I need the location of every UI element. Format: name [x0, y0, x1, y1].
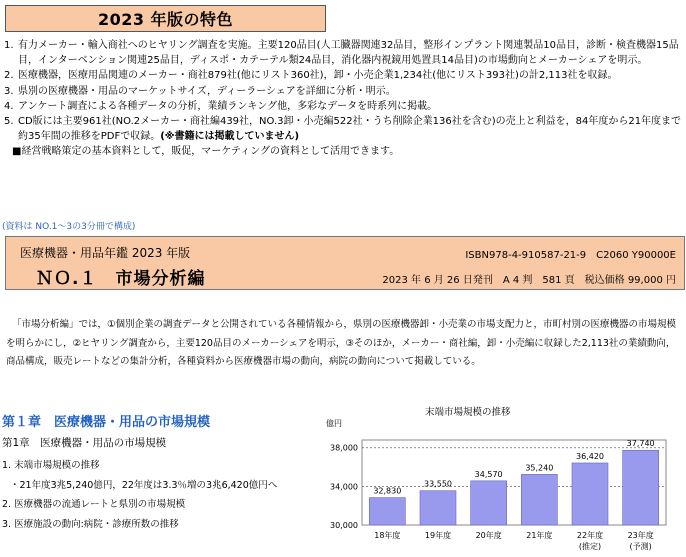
feature-item — [4, 84, 682, 99]
x-tick-label: 21年度 — [526, 531, 553, 540]
feature-emphasis: (※書籍には掲載していません) — [160, 131, 300, 143]
feature-number: 2. — [4, 70, 14, 82]
volume-title: ＮＯ.１ 市場分析編 — [36, 269, 206, 289]
chapter-subheading: 第1章 医療機器・用品の市場規模 — [2, 437, 167, 449]
bar — [420, 491, 456, 525]
feature-item — [4, 68, 682, 83]
y-tick-label: 34,000 — [330, 482, 358, 492]
chapter-item: 3. 医療施設の動向:病院・診療所数の推移 — [2, 518, 179, 530]
data-label: 35,240 — [525, 463, 554, 473]
feature-text — [18, 114, 682, 144]
feature-item — [4, 38, 682, 68]
data-label: 37,740 — [626, 439, 655, 449]
basic-note: ■経営戦略策定の基本資料として，販促，マーケティングの資料として活用できます。 — [12, 146, 400, 158]
bar — [572, 463, 608, 525]
page-title: 2023 年版の特色 — [5, 5, 326, 32]
feature-number: 4. — [4, 100, 14, 112]
volume-isbn: ISBN978-4-910587-21-9 C2060 Y90000E — [465, 250, 676, 261]
feature-text: アンケート調査による各種データの分析，業績ランキング他，多彩なデータを時系列に掲載。 — [18, 100, 438, 112]
bar — [521, 474, 557, 525]
x-tick-label: 23年度 — [627, 531, 654, 540]
feature-number: 5. — [4, 116, 14, 128]
x-tick-label: 18年度 — [374, 531, 401, 540]
volume-note: (資料は NO.1～3の3分冊で構成) — [2, 222, 136, 232]
y-tick-label: 30,000 — [330, 521, 358, 530]
volume-publication: 2023 年 6 月 26 日発刊 A 4 判 581 頁 税込価格 99,000 円 — [382, 275, 676, 286]
chapter-heading: 第１章 医療機器・用品の市場規模 — [2, 415, 211, 430]
volume-banner — [5, 236, 685, 290]
data-label: 33,550 — [424, 479, 452, 489]
bar — [369, 498, 405, 525]
feature-number: 3. — [4, 85, 14, 97]
y-tick-label: 38,000 — [330, 443, 358, 453]
data-label: 34,570 — [474, 469, 503, 479]
data-label: 32,830 — [373, 486, 402, 496]
feature-number: 1. — [4, 40, 14, 51]
feature-text: 県別の医療機器・用品のマーケットサイズ，ディーラーシェアを詳細に分析・明示。 — [18, 85, 396, 97]
chart-title: 末端市場規模の推移 — [425, 407, 511, 418]
bar — [623, 450, 659, 525]
market-size-chart — [320, 418, 680, 557]
chapter-item: 1. 末端市場規模の推移 — [2, 460, 100, 471]
y-axis-unit: 億円 — [326, 419, 342, 428]
x-tick-note: (推定) — [578, 542, 602, 551]
plot-area — [362, 440, 666, 525]
chapter-items — [2, 456, 277, 534]
x-tick-label: 22年度 — [576, 531, 604, 540]
chapter-item: ・21年度3兆5,240億円，22年度は3.3％増の3兆6,420億円へ — [10, 479, 278, 491]
feature-text: 医療機器，医療用品関連のメーカー・商社879社(他にリスト360社)，卸・小売企業1,234社(他にリスト393社)の計2,113社を収録。 — [18, 70, 618, 82]
x-tick-note: (予測) — [629, 542, 652, 551]
chapter-item: 2. 医療機器の流通レートと県別の市場規模 — [2, 499, 186, 510]
x-tick-label: 20年度 — [475, 531, 502, 540]
x-tick-label: 19年度 — [424, 531, 452, 540]
feature-item — [4, 99, 682, 114]
feature-item — [4, 114, 682, 144]
feature-text: 有力メーカー・輸入商社へのヒヤリング調査を実施。主要120品目(人工臓器関連32品目，整形インプラント関連製品10品目，診断・検査機器15品目，インターベンション関連25品目，ディスポ・カテーテル類24品目，消化器内視鏡用処置具14品目)の市場動向とメーカーシェアを明示。 — [18, 40, 679, 67]
data-label: 36,420 — [576, 451, 604, 461]
summary-paragraph: 「市場分析編」では，①個別企業の調査データと公開されている各種情報から，県別の医療機器卸・小売業の市場支配力と，市町村別の医療機器の市場規模を明らかにし，②ヒヤリング調査から，主要120品目のメーカーシェアを明示，③そのほか，メーカー・商社編，卸・小売編に収録した2,113社の業績動向，商品構成，販売レートなどの集計分析，各種資料から医療機器市場の動向，病院の動向について掲載している。 — [6, 319, 677, 367]
feature-list — [4, 38, 682, 160]
volume-series: 医療機器・用品年鑑 2023 年版 — [20, 246, 191, 260]
feature-text-body: CD版には主要961社(NO.2メーカー・商社編439社，NO.3卸・小売編522社・うち削除企業136社を含む)の売上と利益を，84年度から21年度まで約35年間の推移をPDFで収録。 — [18, 116, 682, 143]
bar — [471, 481, 507, 525]
